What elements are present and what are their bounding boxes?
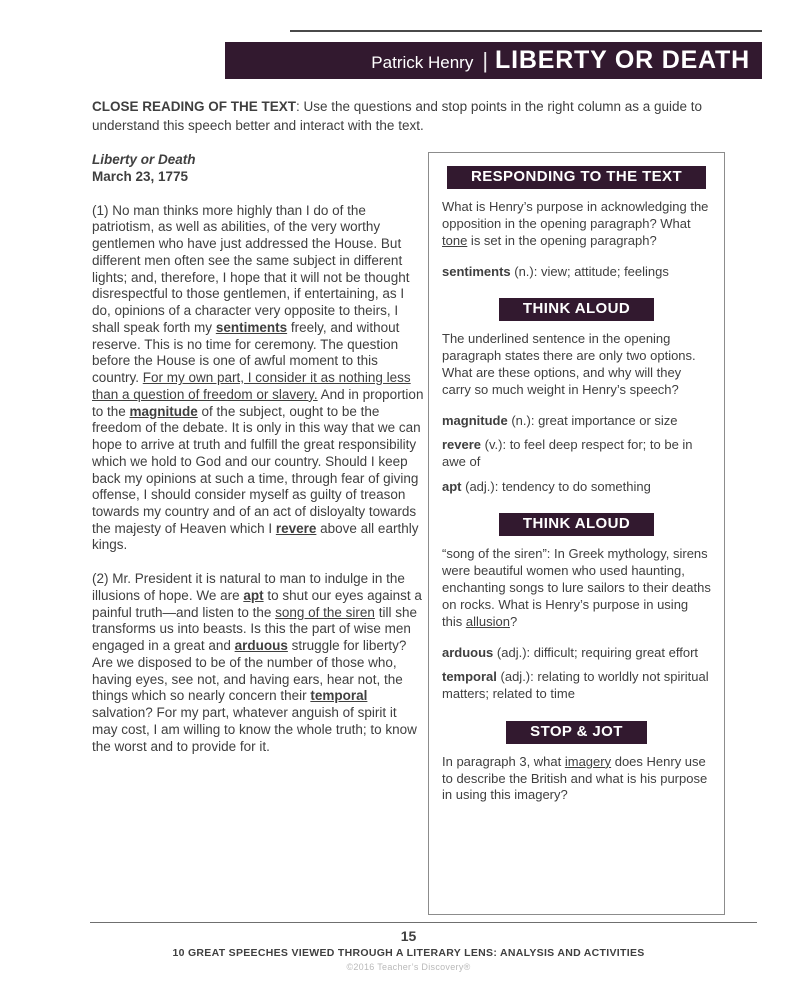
instructions-text xyxy=(92,98,724,136)
speech-body xyxy=(92,203,424,756)
instructions-body: : Use the questions and stop points in the right column as a guide to understand this speech better and interact with the text. xyxy=(92,99,703,133)
vocab-entry xyxy=(442,669,711,702)
text-run: (adj.): difficult; requiring great effort xyxy=(493,644,699,660)
title-bar xyxy=(225,42,762,79)
emphasized-text: allusion xyxy=(465,613,510,629)
speech-column xyxy=(92,152,424,772)
emphasized-text: arduous xyxy=(234,638,288,654)
speech-date: March 23, 1775 xyxy=(92,168,189,184)
sidebar-banner xyxy=(442,298,711,321)
emphasized-text: apt xyxy=(243,587,264,603)
sidebar-banner xyxy=(442,721,711,744)
sidebar-banner-label: RESPONDING TO THE TEXT xyxy=(447,166,706,189)
text-run: The underlined sentence in the opening paragraph states there are only two options. What are these options, and why will they carry so much weight in Henry’s speech? xyxy=(442,331,696,397)
footer-page-number: 15 xyxy=(400,928,417,944)
vocab-entry xyxy=(442,413,711,430)
text-run: (2) Mr. President it is natural to man to indulge in the illusions of hope. We are xyxy=(92,571,405,603)
footer-rule xyxy=(90,922,757,923)
vocab-entry xyxy=(442,479,711,496)
emphasized-text: song of the siren xyxy=(275,604,375,620)
sidebar-box xyxy=(428,152,725,915)
emphasized-text: magnitude xyxy=(129,403,198,419)
title-separator: | xyxy=(482,48,489,73)
text-run: till she transforms us into beasts. Is this the part of wise men engaged in a great and xyxy=(92,604,417,654)
text-run: And in proportion to the xyxy=(92,386,424,419)
text-run: (n.): great importance or size xyxy=(507,412,678,428)
sidebar-banner-label: THINK ALOUD xyxy=(499,513,654,536)
emphasized-text: temporal xyxy=(442,669,497,685)
emphasized-text: apt xyxy=(442,478,462,494)
text-run: “song of the siren”: In Greek mythology, sirens were beautiful women who used haunting, enchanting songs to lure sailors to their deaths on rocks. What is Henry’s purpose in using this xyxy=(442,546,711,629)
text-run: does Henry use to describe the British and what is his purpose in using this imagery? xyxy=(442,753,708,803)
author-name: Patrick Henry xyxy=(371,53,474,72)
text-run: (adj.): relating to worldly not spiritual matters; related to time xyxy=(442,669,709,702)
decorative-top-rule xyxy=(290,30,762,32)
text-run: What is Henry’s purpose in acknowledging the opposition in the opening paragraph? What xyxy=(442,199,709,231)
emphasized-text: revere xyxy=(442,437,482,453)
emphasized-text: sentiments xyxy=(215,319,288,335)
text-run: salvation? For my part, whatever anguish of spirit it may cost, I am willing to know the whole truth; to know the worst and to provide for it. xyxy=(92,705,417,754)
text-run: of the subject, ought to be the freedom of the debate. It is only in this way that we can hope to arrive at truth and fulfill the great responsibility which we hold to God and our country. Should I keep back my opinions at such a time, through fear of giving offense, I should consider myself as guilty of treason towards my country and of an act of disloyalty towards the majesty of Heaven which I xyxy=(92,403,421,536)
text-run: to shut our eyes against a painful truth—and listen to the xyxy=(92,587,422,620)
emphasized-text: sentiments xyxy=(442,263,511,279)
sidebar-banner-label: THINK ALOUD xyxy=(499,298,654,321)
emphasized-text: temporal xyxy=(310,688,368,704)
footer-series-title: 10 GREAT SPEECHES VIEWED THROUGH A LITERARY LENS: ANALYSIS AND ACTIVITIES xyxy=(172,947,645,959)
footer-copyright: ©2016 Teacher’s Discovery® xyxy=(346,962,471,972)
speech-paragraph xyxy=(92,571,424,755)
sidebar-banner xyxy=(442,513,711,536)
sidebar-question xyxy=(442,754,711,805)
text-run: (1) No man thinks more highly than I do of the patriotism, as well as abilities, of the very worthy gentlemen who have just addressed the House. But different men often see the same subject in different lights; and, therefore, I hope that it will not be thought disrespectful to those gentlemen, if entertaining, as I do, opinions of a character very opposite to theirs, I shall speak forth my xyxy=(92,202,410,335)
text-run: (adj.): tendency to do something xyxy=(461,478,651,494)
page-title: LIBERTY OR DEATH xyxy=(495,46,750,74)
sidebar-question xyxy=(442,546,711,630)
text-run: ? xyxy=(509,613,518,629)
vocab-entry xyxy=(442,645,711,662)
emphasized-text: tone xyxy=(442,232,468,248)
sidebar-question xyxy=(442,199,711,250)
sidebar-question xyxy=(442,331,711,399)
text-run: above all earthly kings. xyxy=(92,520,419,553)
sidebar-banner xyxy=(442,166,711,189)
text-run: (v.): to feel deep respect for; to be in awe of xyxy=(442,437,693,470)
emphasized-text: For my own part, I consider it as nothing less than a question of freedom or slavery. xyxy=(92,370,411,402)
emphasized-text: arduous xyxy=(442,644,494,660)
text-run: freely, and without reserve. This is no time for ceremony. The question before the House is one of awful moment to this country. xyxy=(92,319,400,386)
speech-paragraph xyxy=(92,203,424,554)
emphasized-text: imagery xyxy=(564,753,612,769)
vocab-entry xyxy=(442,264,711,281)
text-run: In paragraph 3, what xyxy=(442,753,565,769)
speech-title: Liberty or Death xyxy=(92,152,196,167)
vocab-entry xyxy=(442,437,711,470)
text-run: is set in the opening paragraph? xyxy=(467,232,657,248)
instructions-lead: CLOSE READING OF THE TEXT xyxy=(92,99,297,114)
sidebar-banner-label: STOP & JOT xyxy=(506,721,647,744)
emphasized-text: magnitude xyxy=(442,412,508,428)
text-run: (n.): view; attitude; feelings xyxy=(510,263,669,279)
footer xyxy=(92,928,725,972)
text-run: struggle for liberty? Are we disposed to be of the number of those who, having eyes, see not, and having ears, hear not, the things which so nearly concern their xyxy=(92,638,407,704)
emphasized-text: revere xyxy=(275,520,317,536)
